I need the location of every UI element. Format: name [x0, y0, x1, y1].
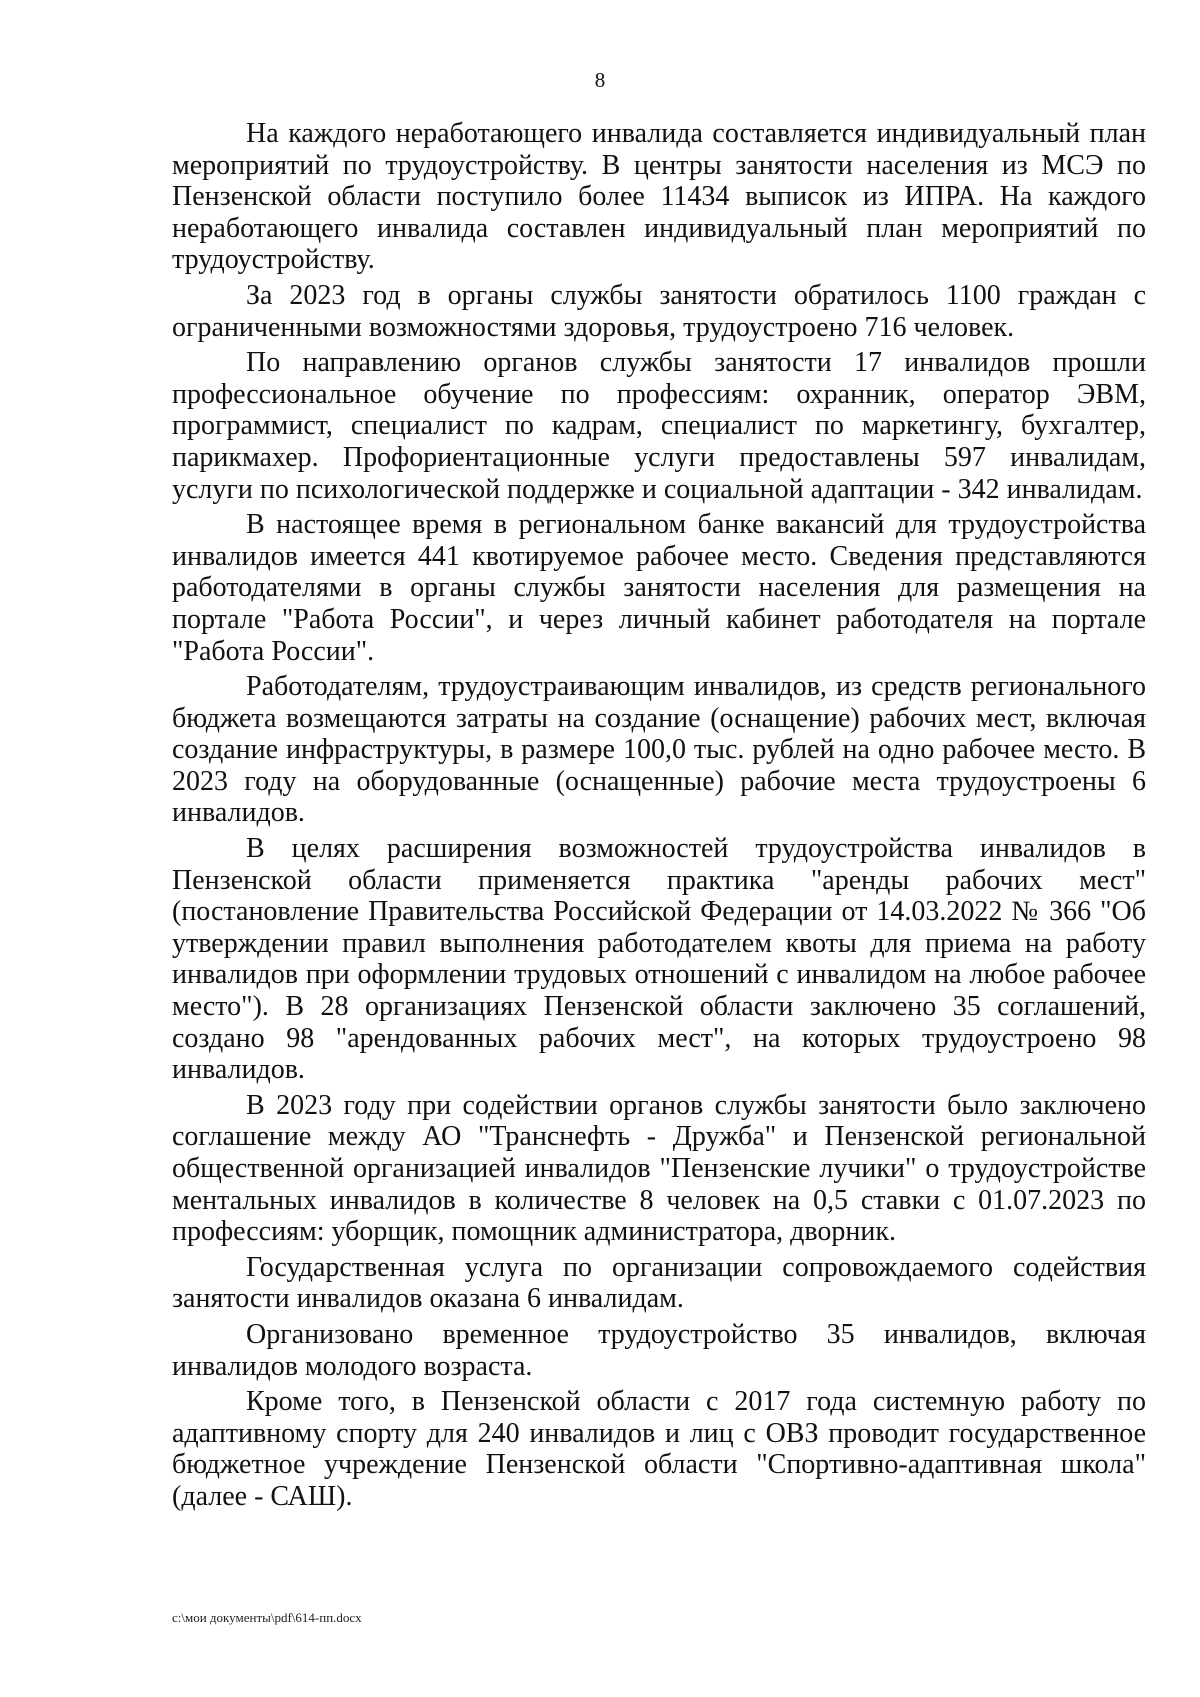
footer-file-path: c:\мои документы\pdf\614-пп.docx [172, 1610, 362, 1625]
document-body [172, 118, 1146, 1517]
paragraph-2023-applications: За 2023 год в органы службы занятости обратилось 1100 граждан с ограниченными возможностями здоровья, трудоустроено 716 человек. [172, 279, 1146, 343]
paragraph-temporary-employment: Организовано временное трудоустройство 35 инвалидов, включая инвалидов молодого возраста. [172, 1318, 1146, 1382]
paragraph-supported-employment: Государственная услуга по организации сопровождаемого содействия занятости инвалидов оказана 6 инвалидам. [172, 1251, 1146, 1315]
page-number: 8 [594, 68, 606, 92]
paragraph-adaptive-sport: Кроме того, в Пензенской области с 2017 года системную работу по адаптивному спорту для 240 инвалидов и лиц с ОВЗ проводит государственное бюджетное учреждение Пензенской области "Спортивно-адаптивная школа" (далее - САШ). [172, 1386, 1146, 1512]
paragraph-workplace-rental: В целях расширения возможностей трудоустройства инвалидов в Пензенской области применяется практика "аренды рабочих мест" (постановление Правительства Российской Федерации от 14.03.2022 № 366 "Об утверждении правил выполнения работодателем квоты для приема на работу инвалидов при оформлении трудовых отношений с инвалидом на любое рабочее место"). В 28 организациях Пензенской области заключено 35 соглашений, создано 98 "арендованных рабочих мест", на которых трудоустроено 98 инвалидов. [172, 833, 1146, 1086]
paragraph-employer-compensation: Работодателям, трудоустраивающим инвалидов, из средств регионального бюджета возмещаются затраты на создание (оснащение) рабочих мест, включая создание инфраструктуры, в размере 100,0 тыс. рублей на одно рабочее место. В 2023 году на оборудованные (оснащенные) рабочие места трудоустроены 6 инвалидов. [172, 671, 1146, 829]
paragraph-transneft-agreement: В 2023 году при содействии органов службы занятости было заключено соглашение между АО "Транснефть - Дружба" и Пензенской региональной общественной организацией инвалидов "Пензенские лучики" о трудоустройстве ментальных инвалидов в количестве 8 человек на 0,5 ставки с 01.07.2023 по профессиям: уборщик, помощник администратора, дворник. [172, 1089, 1146, 1248]
paragraph-vocational-training: По направлению органов службы занятости 17 инвалидов прошли профессиональное обучение по профессиям: охранник, оператор ЭВМ, программист, специалист по кадрам, специалист по маркетингу, бухгалтер, парикмахер. Профориентационные услуги предоставлены 597 инвалидам, услуги по психологической поддержке и социальной адаптации - 342 инвалидам. [172, 347, 1146, 505]
paragraph-vacancy-bank: В настоящее время в региональном банке вакансий для трудоустройства инвалидов имеется 441 квотируемое рабочее место. Сведения представляются работодателями в органы службы занятости населения для размещения на портале "Работа России", и через личный кабинет работодателя на портале "Работа России". [172, 509, 1146, 667]
paragraph-ipra-plans: На каждого неработающего инвалида составляется индивидуальный план мероприятий по трудоустройству. В центры занятости населения из МСЭ по Пензенской области поступило более 11434 выписок из ИПРА. На каждого неработающего инвалида составлен индивидуальный план мероприятий по трудоустройству. [172, 118, 1146, 276]
